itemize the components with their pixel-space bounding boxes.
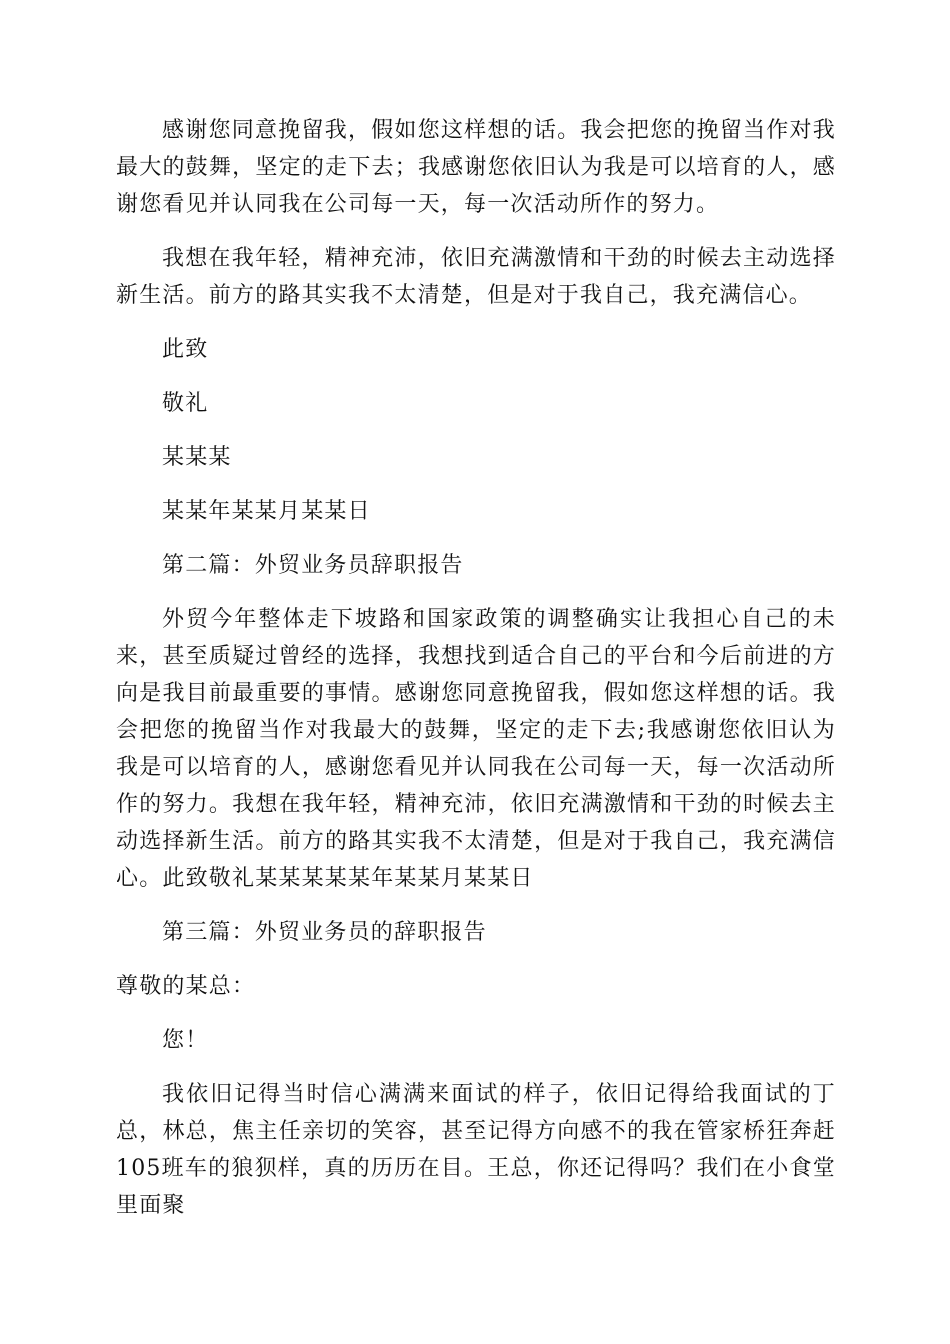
greeting: 尊敬的某总：	[116, 974, 256, 999]
closing-regards: 敬礼	[162, 391, 209, 416]
paragraph-section-2-body: 外贸今年整体走下坡路和国家政策的调整确实让我担心自己的未来，甚至质疑过曾经的选择，我想找到适合自己的平台和今后前进的方向是我目前最重要的事情。感谢您同意挽留我，假如您这样想的话。我会把您的挽留当作对我最大的鼓舞，坚定的走下去;我感谢您依旧认为我是可以培育的人，感谢您看见并认同我在公司每一天，每一次活动所作的努力。我想在我年轻，精神充沛，依旧充满激情和干劲的时候去主动选择新生活。前方的路其实我不太清楚，但是对于我自己，我充满信心。此致敬礼某某某某某年某某月某某日	[116, 607, 836, 891]
section-title-3: 第三篇：外贸业务员的辞职报告	[162, 920, 487, 945]
signature-name: 某某某	[162, 445, 232, 470]
greeting-you: 您！	[162, 1028, 209, 1053]
document-body	[116, 112, 836, 1224]
closing-salutation: 此致	[162, 337, 209, 362]
paragraph-memories: 我依旧记得当时信心满满来面试的样子，依旧记得给我面试的丁总，林总，焦主任亲切的笑容，甚至记得方向感不的我在管家桥狂奔赶105班车的狼狈样，真的历历在目。王总，你还记得吗？我们在小食堂里面聚	[116, 1082, 836, 1218]
section-title-2: 第二篇：外贸业务员辞职报告	[162, 553, 464, 578]
paragraph-new-life: 我想在我年轻，精神充沛，依旧充满激情和干劲的时候去主动选择新生活。前方的路其实我不太清楚，但是对于我自己，我充满信心。	[116, 246, 836, 308]
signature-date: 某某年某某月某某日	[162, 499, 371, 524]
paragraph-thanks: 感谢您同意挽留我，假如您这样想的话。我会把您的挽留当作对我最大的鼓舞，坚定的走下去；我感谢您依旧认为我是可以培育的人，感谢您看见并认同我在公司每一天，每一次活动所作的努力。	[116, 118, 836, 217]
